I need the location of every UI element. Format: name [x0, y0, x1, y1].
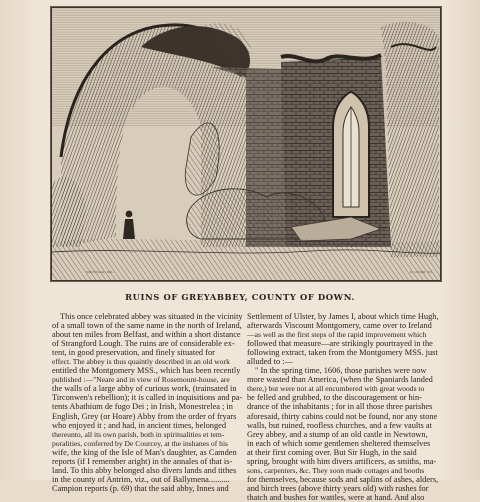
text-line: effect. The abbey is thus quaintly described in an old work	[52, 357, 230, 367]
text-line: afterwards Viscount Montgomery, came over to Ireland	[247, 321, 432, 331]
text-column-right	[247, 312, 439, 502]
text-line: Campion reports (p. 69) that the said abby, Innes and	[52, 483, 229, 493]
text-line: spring, brought with him divers artificers, as smiths, ma-	[247, 456, 437, 466]
text-line: who enjoyed it ; and had, in ancient times, belonged	[52, 420, 227, 430]
text-line: This once celebrated abbey was situated in the vicinity	[60, 312, 243, 321]
text-line: and birch trees (above thirty years old) with rushes for	[247, 483, 429, 493]
text-line: in the county of Antrim, viz., out of Ballymena..........	[52, 474, 230, 484]
text-line: " In the spring time, 1606, those parishes were now	[255, 366, 427, 376]
text-line: about ten miles from Belfast, and within a short distance	[52, 330, 241, 340]
text-line: following extract, taken from the Montgomery MSS. just	[247, 348, 438, 358]
text-line: of a small town of the same name in the north of Ireland,	[52, 321, 242, 331]
text-line: —as well as the first steps of the rapid improvement which	[247, 330, 427, 340]
engraving-credit-engraver: S. LOVER, SC.	[410, 270, 434, 274]
text-line: for themselves, because sods and saplins of ashes, alders,	[247, 474, 439, 484]
text-line: thereunto, all its own parish, both in spiritualities et tem-	[52, 429, 225, 439]
text-line: land. To this abby belonged also divers lands and tithes	[52, 465, 237, 475]
text-line: the walls of a large abby of curious work, (trainsated in	[52, 384, 237, 394]
text-line: Tirconwen's rebellion); it is called in inquisitions and pa-	[52, 393, 243, 403]
text-column-left	[52, 312, 241, 493]
text-line: tent, in good preservation, and finely situated for	[52, 348, 215, 358]
text-line: entitled the Montgomery MSS., which has been recently	[52, 366, 241, 376]
text-line: drance of the inhabitants ; for in all those three parishes	[247, 402, 433, 412]
text-line: of Strangford Lough. The ruins are of considerable ex-	[52, 339, 235, 349]
text-line: reports (if I remember aright) in the annales of that is-	[52, 456, 233, 466]
text-line: wife, the king of the Isle of Man's daughter, as Camden	[52, 447, 237, 457]
text-line: published :—"Neare and in view of Rosemount-house, are	[52, 375, 230, 385]
text-line: in each of which some gentlemen sheltered themselves	[247, 438, 431, 448]
text-line: walls, but ruined, roofless churches, and a few vaults at	[247, 420, 432, 430]
text-line: at their first coming over. But Sir Hugh, in the said	[247, 447, 417, 457]
text-line: followed that measure—are strikingly pourtrayed in the	[247, 339, 433, 349]
text-line: tents Abathium de fugo Dei ; in Irish, Monestrelea ; in	[52, 402, 233, 412]
text-line: alluded to :—	[247, 357, 293, 367]
engraving-credit-artist: MONTAGUE, DEL.	[86, 270, 115, 274]
text-line: Settlement of Ulster, by James I, about which time Hugh,	[247, 312, 439, 321]
engraving-illustration	[50, 6, 442, 282]
text-line: thatch and bushes for wattles, were at hand. And also	[247, 492, 425, 502]
text-line: poralities, conferred by De Courcey, at the inshanes of his	[52, 438, 229, 448]
text-line: aforesaid, thirty cabins could not be found, nor any stone	[247, 411, 438, 421]
text-line: Grey abbey, and a stump of an old castle in Newtown,	[247, 429, 428, 439]
text-line: sons, carpenters, &c. They soon made cottages and booths	[247, 465, 425, 475]
text-line: more wasted than America, (when the Spaniards landed	[247, 375, 433, 385]
text-line: English, Grey (or Hoare) Abby from the order of fryars	[52, 411, 237, 421]
text-line: there,) but were not at all encumbered with great woods to	[247, 384, 425, 394]
illustration-caption: RUINS OF GREYABBEY, COUNTY OF DOWN.	[125, 292, 355, 302]
ruins-engraving	[51, 7, 441, 281]
text-line: be felled and grubbed, to the discouragement or hin-	[247, 393, 422, 403]
